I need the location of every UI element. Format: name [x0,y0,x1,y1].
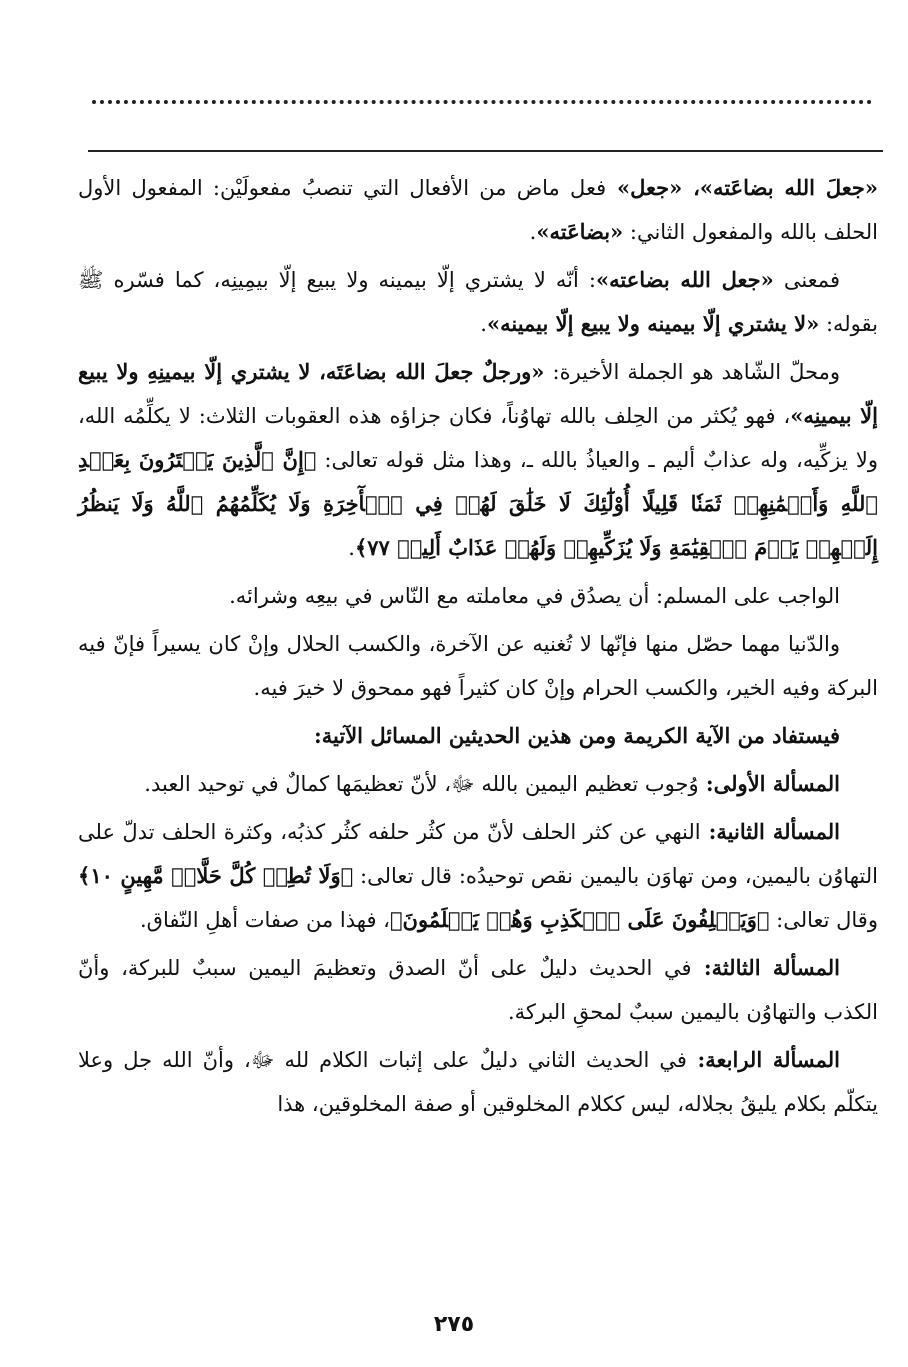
page-body [78,166,878,1130]
text-run: فعل ماض من الأفعال التي تنصبُ مفعولَيْن: المفعول الأول الحلف بالله والمفعول الثاني: [78,176,878,244]
dotted-separator [92,100,872,104]
issue-label: المسألة الثانية: [700,819,841,844]
issue-4 [78,1038,878,1126]
issue-text: في الحديث الثاني دليلٌ على إثبات الكلام لله ﷻ، وأنّ الله جل وعلا يتكلّم بكلام يليقُ بجلاله، ليس ككلام المخلوقين أو صفة المخلوقين، هذا [78,1048,878,1116]
bold-phrase: «ورجلٌ جعلَ الله بضاعَتَه، لا يشتري إلّا بيمينِهِ ولا يبيع إلّا بيمينِه» [78,359,878,428]
paragraph-meaning [78,258,878,346]
text-run: . [480,312,487,336]
text-run: فمعنى [773,268,840,292]
issue-1 [78,762,878,806]
bold-phrase: «جعلَ الله بضاعَته»، [693,175,878,200]
paragraph-dunya: والدّنيا مهما حصّل منها فإنّها لا تُغنيه عن الآخرة، والكسب الحلال وإنْ كان يسيراً فإنّ فيه البركة وفيه الخير، والكسب الحرام وإنْ كان كثيراً فهو ممحوق لا خيرَ فيه. [78,632,878,700]
text-run: ، فهو يُكثر من الحِلف بالله تهاوُناً، فكان جزاؤه هذه العقوبات الثلاث: لا يكلِّمُه الله، ولا يزكِّيه، وله عذابٌ أليم ـ والعياذُ بالله ـ، وهذا مثل قوله تعالى: [78,404,878,472]
bold-phrase: «جعل الله بضاعته» [596,267,774,292]
bold-phrase: «بضاعَته» [536,219,624,244]
bold-phrase: «لا يشتري إلّا بيمينه ولا يبيع إلّا بيمينه» [486,311,820,336]
issue-text: وقال تعالى: [769,908,878,932]
issue-text: النهي عن كثر الحلف لأنّ من كثُر حلفه كثُر كذبُه، وكثرة الحلف تدلّ على التهاوُن باليمين، ومن تهاوَن باليمين نقص توحيدُه: قال تعالى: [78,820,878,888]
quran-verse: ﴿وَلَا تُطِعۡ كُلَّ حَلَّافٖ مَّهِينٍ ١٠﴾ [78,863,354,888]
footnote-rule [88,150,883,152]
text-run: . [529,220,537,244]
issue-2 [78,810,878,942]
text-run: : أنّه لا يشتري إلّا بيمينه ولا يبيع إلّا بيمِينِه، كما فسّره ﷺ بقوله: [78,268,878,336]
page-number: ٢٧٥ [433,1312,475,1337]
bold-phrase: «جعل» [606,175,694,200]
paragraph-evidence [78,350,878,570]
quran-verse: ﴿إِنَّ ٱلَّذِينَ يَشۡتَرُونَ بِعَهۡدِ ٱللَّهِ وَأَيۡمَٰنِهِمۡ ثَمَنٗا قَلِيلًا أُوْلَٰٓئِكَ لَا خَلَٰقَ لَهُمۡ فِي ٱلۡأٓخِرَةِ وَلَا يُكَلِّمُهُمُ ٱللَّهُ وَلَا يَنظُرُ إِلَيۡهِمۡ يَوۡمَ ٱلۡقِيَٰمَةِ وَلَا يُزَكِّيهِمۡ وَلَهُمۡ عَذَابٌ أَلِيمٞ ٧٧﴾ [78,447,878,560]
issue-text: ، فهذا من صفات أهلِ النّفاق. [139,908,390,932]
paragraph-definition [78,166,878,254]
issue-label: المسألة الأولى: [698,771,840,796]
issue-label: المسألة الرابعة: [686,1047,840,1072]
issue-text: وُجوب تعظيم اليمين بالله ﷻ، لأنّ تعظيمَها كمالٌ في توحيد العبد. [144,772,699,796]
issue-text: في الحديث دليلٌ على أنّ الصدق وتعظيمَ اليمين سببٌ للبركة، وأنّ الكذب والتهاوُن باليمين سببٌ لمحقِ البركة. [78,956,878,1024]
paragraph-obligation: الواجب على المسلم: أن يصدُق في معاملته مع النّاس في بيعِه وشرائه. [229,584,840,608]
quran-verse: ﴿وَيَحۡلِفُونَ عَلَى ٱلۡكَذِبِ وَهُمۡ يَعۡلَمُونَ﴾ [389,907,770,932]
text-run: ومحلّ الشّاهد هو الجملة الأخيرة: [544,360,840,384]
text-run: . [348,536,355,560]
issue-label: المسألة الثالثة: [691,955,841,980]
issue-3 [78,946,878,1034]
issues-heading: فيستفاد من الآية الكريمة ومن هذين الحديثين المسائل الآتية: [314,723,840,748]
